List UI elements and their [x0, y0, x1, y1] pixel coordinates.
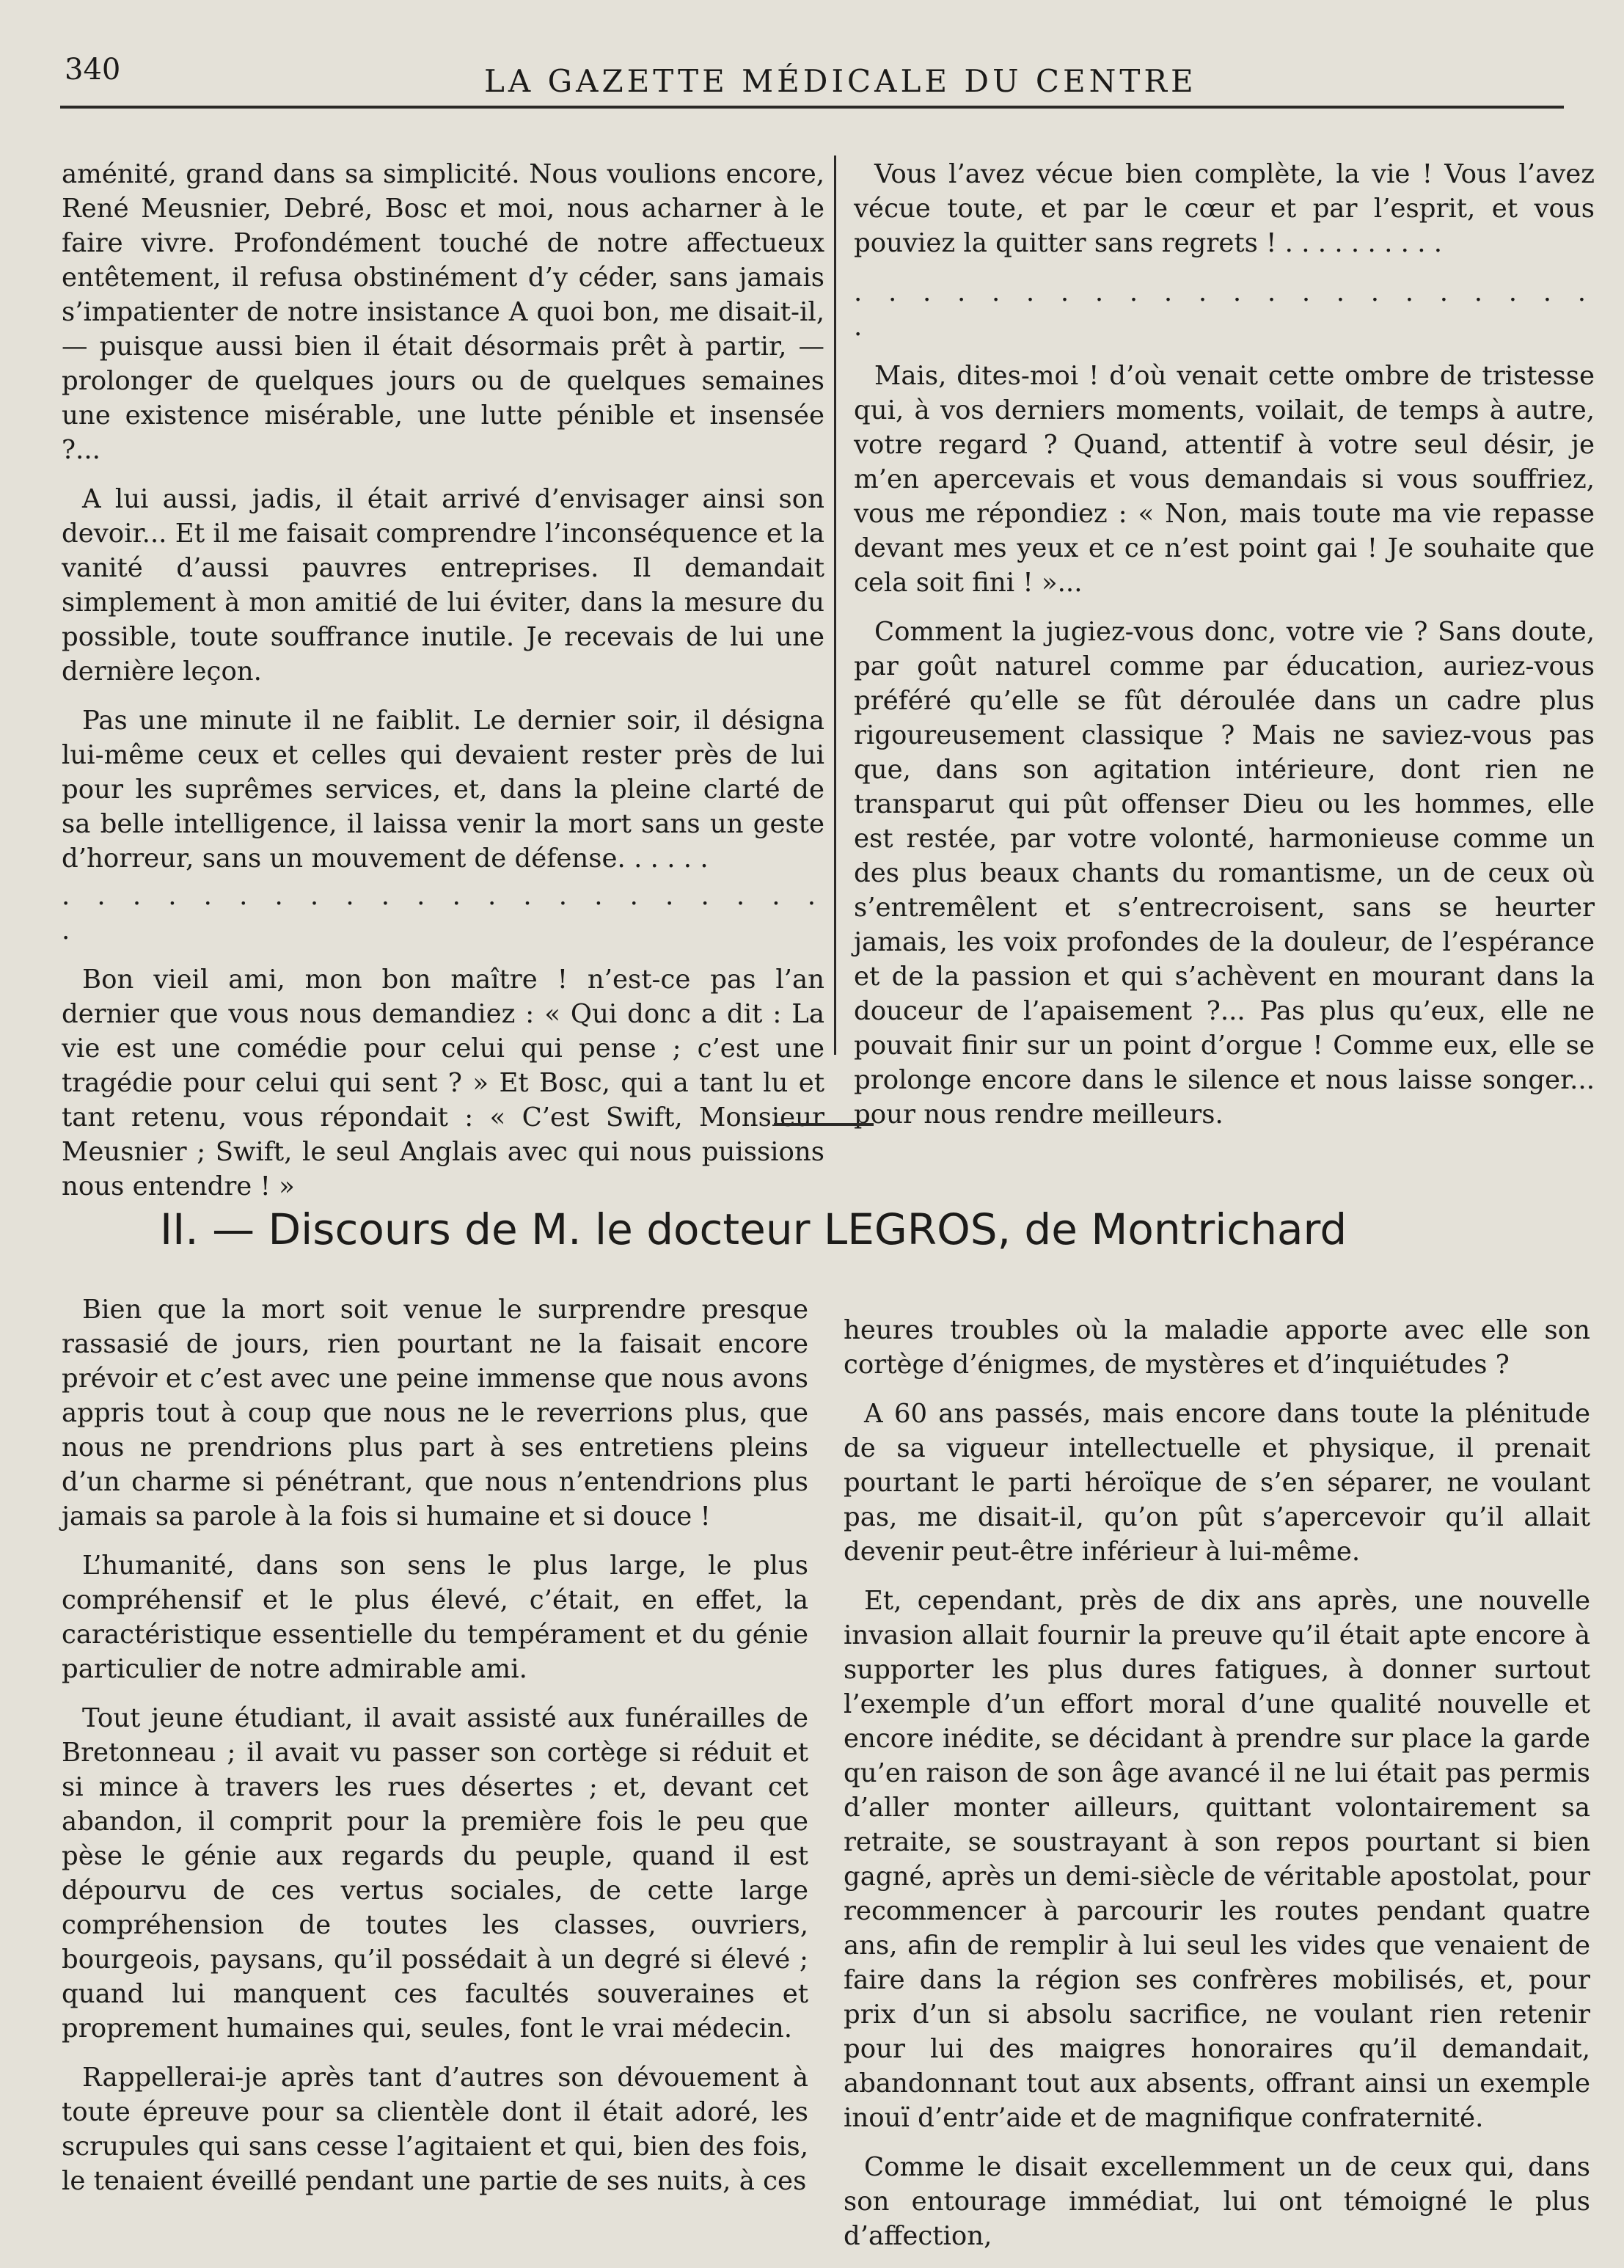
- paragraph: Comment la jugiez-vous donc, votre vie ? Sans doute, par goût naturel comme par éducation, auriez-vous préféré qu’elle se fût déroulée dans un cadre plus rigoureusement classique ? Mais ne saviez-vous pas que, dans son agitation intérieure, dont rien ne transparut qui pût offenser Dieu ou les hommes, elle est restée, par votre volonté, harmonieuse comme un des plus beaux chants du romantisme, un de ceux où s’entremêlent et s’entrecroisent, sans se heurter jamais, les voix profondes de la douleur, de l’espérance et de la passion et qui s’achèvent en mourant dans la douceur de l’apaisement ?... Pas plus qu’eux, elle ne pouvait finir sur un point d’orgue ! Comme eux, elle se prolonge encore dans le silence et nous laisse songer... pour nous rendre meilleurs.: [854, 617, 1595, 1130]
- page-number: 340: [65, 53, 121, 87]
- column-divider: [834, 156, 836, 1055]
- paragraph: Rappellerai-je après tant d’autres son dévouement à toute épreuve pour sa clientèle dont il était adoré, les scrupules qui sans cesse l’agitaient et qui, bien des fois, le tenaient éveillé pendant une partie de ses nuits, à ces: [62, 2063, 808, 2196]
- paragraph: Mais, dites-moi ! d’où venait cette ombre de tristesse qui, à vos derniers moments, voilait, de temps à autre, votre regard ? Quand, attentif à votre seul désir, je m’en apercevais et vous demandais si vous souffriez, vous me répondiez : « Non, mais toute ma vie repasse devant mes yeux et ce n’est point gai ! Je souhaite que cela soit fini ! »...: [854, 361, 1595, 598]
- paragraph: aménité, grand dans sa simplicité. Nous voulions encore, René Meusnier, Debré, Bosc et moi, nous acharner à le faire vivre. Profondément touché de notre affectueux entêtement, il refusa obstinément d’y céder, sans jamais s’impatienter de notre insistance A quoi bon, me disait-il, — puisque aussi bien il était désormais prêt à partir, — prolonger de quelques jours ou de quelques semaines une existence misérable, une lutte pénible et insensée ?...: [62, 159, 824, 465]
- paragraph: Bien que la mort soit venue le surprendre presque rassasié de jours, rien pourtant ne la faisait encore prévoir et c’est avec une peine immense que nous avons appris tout à coup que nous ne le reverrions plus, que nous ne prendrions plus part à ses entretiens pleins d’un charme si pénétrant, que nous n’entendrions plus jamais sa parole à la fois si humaine et si douce !: [62, 1295, 808, 1532]
- paragraph: heures troubles où la maladie apporte avec elle son cortège d’énigmes, de mystères et d’inquiétudes ?: [844, 1315, 1590, 1380]
- running-head: LA GAZETTE MÉDICALE DU CENTRE: [484, 63, 1197, 99]
- bottom-right-column: [844, 1313, 1590, 2268]
- paragraph: Tout jeune étudiant, il avait assisté aux funérailles de Bretonneau ; il avait vu passer son cortège si réduit et si mince à travers les rues désertes ; et, devant cet abandon, il comprit pour la première fois le peu que pèse le génie aux regards du peuple, quand il est dépourvu de ces vertus sociales, de cette large compréhension de toutes les classes, ouvriers, bourgeois, paysans, qu’il possédait à un degré si élevé ; quand lui manquent ces facultés souveraines et proprement humaines qui, seules, font le vrai médecin.: [62, 1703, 808, 2044]
- paragraph: Comme le disait excellemment un de ceux qui, dans son entourage immédiat, lui ont témoigné le plus d’affection,: [844, 2152, 1590, 2251]
- paragraph: Et, cependant, près de dix ans après, une nouvelle invasion allait fournir la preuve qu’il était apte encore à supporter les plus dures fatigues, à donner surtout l’exemple d’un effort moral d’une qualité nouvelle et encore inédite, se décidant à prendre sur place la garde qu’en raison de son âge avancé il ne lui était pas permis d’aller monter ailleurs, quittant volontairement sa retraite, se soustrayant à son repos pourtant si bien gagné, après un demi-siècle de véritable apostolat, pour recommencer à parcourir les routes pendant quatre ans, afin de remplir à lui seul les vides que venaient de faire dans la région ses confrères mobilisés, et, pour prix d’un si absolu sacrifice, ne voulant rien retenir pour lui des maigres honoraires qu’il demandait, abandonnant tout aux absents, offrant ainsi un exemple inouï d’entr’aide et de magnifique confraternité.: [844, 1586, 1590, 2133]
- paragraph: A lui aussi, jadis, il était arrivé d’envisager ainsi son devoir... Et il me faisait comprendre l’inconséquence et la vanité d’aussi pauvres entreprises. Il demandait simplement à mon amitié de lui éviter, dans la mesure du possible, toute souffrance inutile. Je recevais de lui une dernière leçon.: [62, 484, 824, 687]
- top-right-column: [854, 157, 1595, 1146]
- paragraph: Vous l’avez vécue bien complète, la vie ! Vous l’avez vécue toute, et par le cœur et par l’esprit, et vous pouviez la quitter sans regrets ! . . . . . . . . . .: [854, 159, 1595, 258]
- header-rule: [60, 106, 1564, 109]
- bottom-left-column: [62, 1292, 808, 2213]
- top-left-column: [62, 157, 824, 1218]
- section-heading: II. — Discours de M. le docteur LEGROS, de Montrichard: [160, 1204, 1347, 1255]
- section-separator: [774, 1123, 874, 1126]
- ellipsis-line: . . . . . . . . . . . . . . . . . . . . . . .: [854, 277, 1595, 342]
- paragraph: Bon vieil ami, mon bon maître ! n’est-ce pas l’an dernier que vous nous demandiez : « Qui donc a dit : La vie est une comédie pour celui qui pense ; c’est une tragédie pour celui qui sent ? » Et Bosc, qui a tant lu et tant retenu, vous répondait : « C’est Swift, Monsieur Meusnier ; Swift, le seul Anglais avec qui nous puissions nous entendre ! »: [62, 965, 824, 1201]
- paragraph: L’humanité, dans son sens le plus large, le plus compréhensif et le plus élevé, c’était, en effet, la caractéristique essentielle du tempérament et du génie particulier de notre admirable ami.: [62, 1551, 808, 1684]
- paragraph: A 60 ans passés, mais encore dans toute la plénitude de sa vigueur intellectuelle et physique, il prenait pourtant le parti héroïque de s’en séparer, ne voulant pas, me disait-il, qu’on pût s’apercevoir qu’il allait devenir peut-être inférieur à lui-même.: [844, 1399, 1590, 1567]
- ellipsis-line: . . . . . . . . . . . . . . . . . . . . . . .: [62, 881, 824, 945]
- paragraph: Pas une minute il ne faiblit. Le dernier soir, il désigna lui-même ceux et celles qui devaient rester près de lui pour les suprêmes services, et, dans la pleine clarté de sa belle intelligence, il laissa venir la mort sans un geste d’horreur, sans un mouvement de défense. . . . . .: [62, 706, 824, 874]
